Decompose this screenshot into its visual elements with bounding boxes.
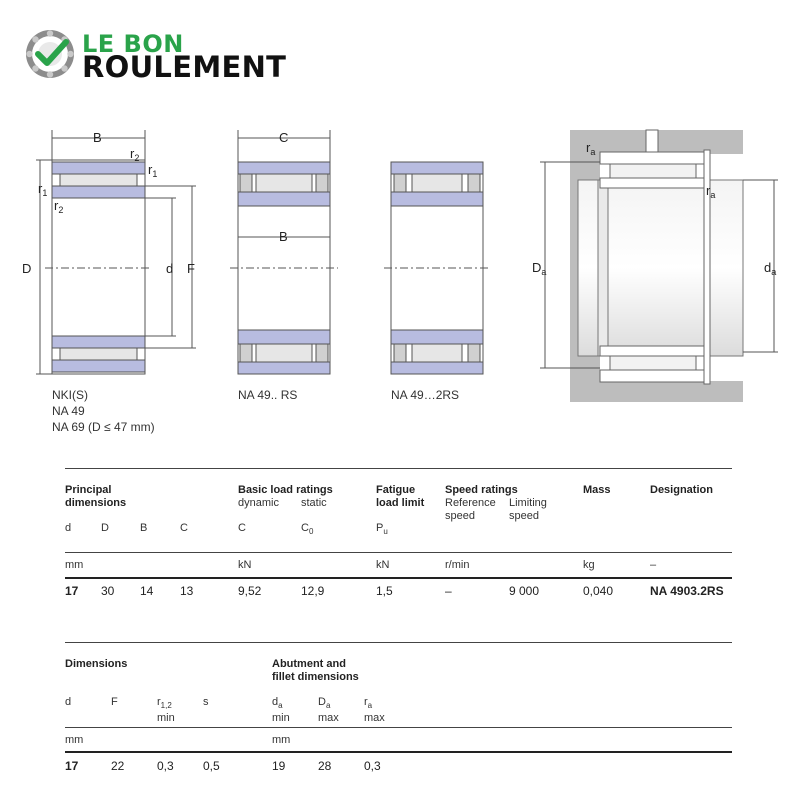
- dim-ra-right: $r_a$: [706, 183, 716, 200]
- logo-line1: LE BON: [82, 30, 184, 58]
- unit-kN-2: kN: [376, 559, 390, 571]
- sym-B: B: [140, 522, 148, 534]
- val2-F: 22: [111, 759, 125, 773]
- caption-nki-line1: NKI(S): [52, 388, 88, 402]
- val-B: 14: [140, 584, 154, 598]
- val-designation: NA 4903.2RS: [650, 584, 724, 598]
- val2-ra: 0,3: [364, 759, 381, 773]
- val-C: 13: [180, 584, 194, 598]
- drawing-na49-2rs: [384, 162, 490, 374]
- dim-D: D: [22, 261, 32, 276]
- dim-r2: $r_2$: [130, 146, 140, 163]
- hdr-designation: Designation: [650, 484, 713, 496]
- caption-nki-line3: NA 69 (D ≤ 47 mm): [52, 420, 155, 434]
- hdr-fatigue: Fatigue load limit: [376, 484, 425, 509]
- dim-ra-top: $r_a$: [586, 140, 596, 157]
- sym2-Da: $D_a$ max: [318, 696, 339, 725]
- val-C0: 12,9: [301, 584, 325, 598]
- hdr-speed: Speed ratings: [445, 484, 518, 496]
- unit-rmin: r/min: [445, 559, 470, 571]
- dim-B: B: [93, 130, 102, 145]
- dim-da: $d_a$: [764, 260, 777, 277]
- val-ref-speed: –: [445, 584, 452, 598]
- dim-d: d: [166, 261, 174, 276]
- sym2-s: s: [203, 696, 209, 708]
- hdr-basic: Basic load ratings: [238, 484, 333, 496]
- dim-F: F: [187, 261, 195, 276]
- sym-C0: $C_0$: [301, 522, 314, 537]
- unit2-mm-1: mm: [65, 734, 84, 746]
- unit-kN-1: kN: [238, 559, 252, 571]
- unit-dash: –: [650, 559, 657, 571]
- hdr-lim-speed: Limiting speed: [509, 497, 547, 522]
- table2-unit-rule: [65, 727, 732, 728]
- drawing-na49rs: [230, 130, 338, 374]
- sym2-r12: $r_{1,2}$ min: [157, 696, 175, 725]
- val-Pu: 1,5: [376, 584, 393, 598]
- table1-row-rule: [65, 577, 732, 579]
- sym-C: C: [180, 522, 188, 534]
- unit-mm: mm: [65, 559, 84, 571]
- sym2-ra: $r_a$ max: [364, 696, 385, 725]
- val2-s: 0,5: [203, 759, 220, 773]
- table2-top-rule: [65, 642, 732, 643]
- sym2-F: F: [111, 696, 118, 708]
- val-mass: 0,040: [583, 584, 614, 598]
- caption-na49-2rs: NA 49…2RS: [391, 388, 460, 402]
- sym2-da: $d_a$ min: [272, 696, 290, 725]
- table1-top-rule: [65, 468, 732, 469]
- dim-Da: $D_a$: [532, 260, 547, 277]
- hdr-dimensions: Dimensions: [65, 658, 128, 670]
- dim-r1: $r_1$: [148, 162, 158, 179]
- hdr-dynamic: dynamic: [238, 497, 279, 509]
- val-D: 30: [101, 584, 115, 598]
- hdr-principal: Principal dimensions: [65, 484, 127, 509]
- val-lim-speed: 9 000: [509, 584, 540, 598]
- val2-Da: 28: [318, 759, 332, 773]
- sym2-d: d: [65, 696, 72, 708]
- sym-D: D: [101, 522, 109, 534]
- caption-nki: [52, 387, 155, 435]
- hdr-mass: Mass: [583, 484, 611, 496]
- val-d: 17: [65, 584, 79, 598]
- sym-C-dyn: C: [238, 522, 246, 534]
- bearing-check-icon: [24, 28, 76, 80]
- dim-C: C: [279, 130, 289, 145]
- val2-da: 19: [272, 759, 286, 773]
- sym-d: d: [65, 522, 72, 534]
- hdr-static: static: [301, 497, 327, 509]
- caption-na49rs: NA 49.. RS: [238, 388, 298, 402]
- table2-row-rule: [65, 751, 732, 753]
- val-C-dyn: 9,52: [238, 584, 262, 598]
- dim-r1-left: $r_1$: [38, 181, 48, 198]
- hdr-ref-speed: Reference speed: [445, 497, 496, 522]
- logo-line2: ROULEMENT: [82, 50, 287, 84]
- val2-d: 17: [65, 759, 79, 773]
- caption-nki-line2: NA 49: [52, 404, 85, 418]
- unit2-mm-2: mm: [272, 734, 291, 746]
- table1-unit-rule: [65, 552, 732, 553]
- drawing-nki: [36, 130, 196, 374]
- dim-r2-left: $r_2$: [54, 198, 64, 215]
- drawing-mounting: [540, 130, 778, 402]
- dim-B2: B: [279, 229, 288, 244]
- val2-r12: 0,3: [157, 759, 174, 773]
- sym-Pu: $P_u$: [376, 522, 388, 537]
- hdr-abutment: Abutment and fillet dimensions: [272, 658, 359, 683]
- unit-kg: kg: [583, 559, 595, 571]
